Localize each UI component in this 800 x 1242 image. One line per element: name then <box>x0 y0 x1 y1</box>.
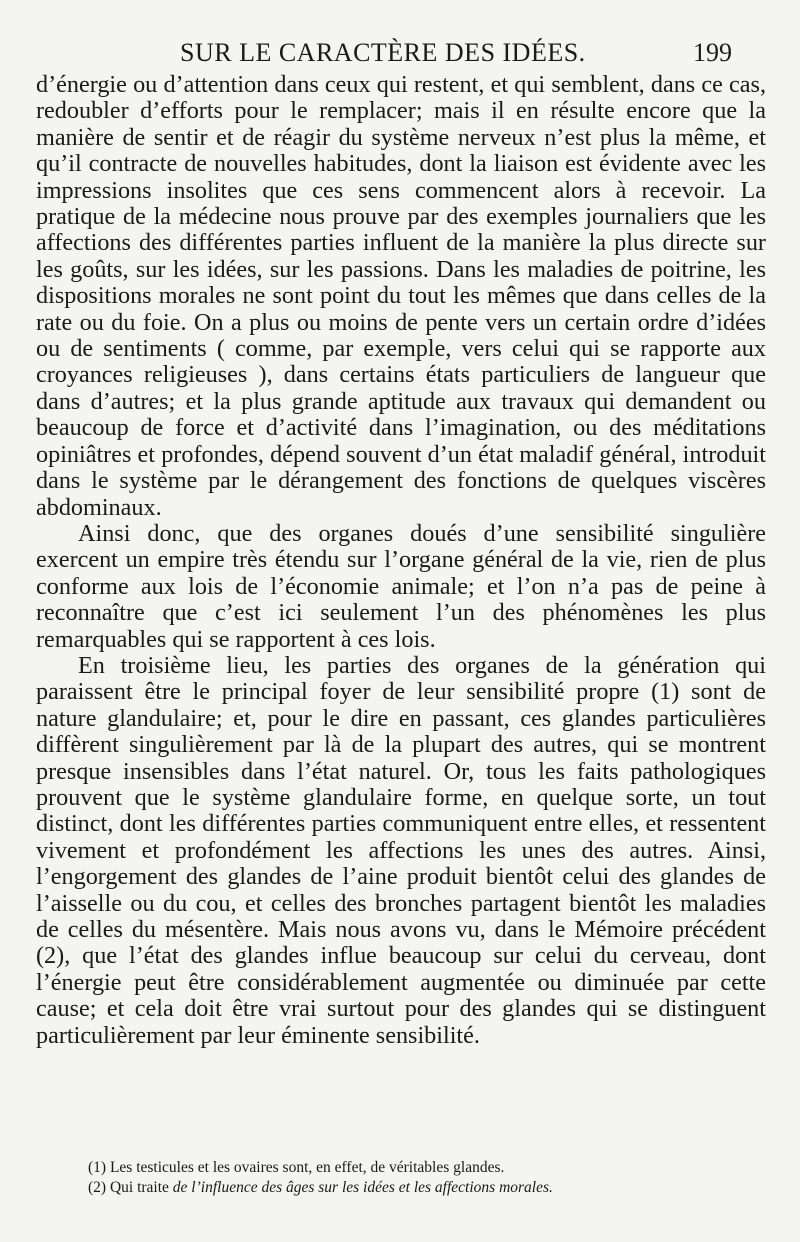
footnote-italic-title: de l’influence des âges sur les idées et les affections morales. <box>172 1179 553 1196</box>
running-title: SUR LE CARACTÈRE DES IDÉES. <box>180 38 586 67</box>
footnote-marker: (2) <box>88 1179 107 1196</box>
paragraph-2: Ainsi donc, que des organes doués d’une sensibilité singulière exercent un empire très étendu sur l’organe général de la vie, rien de plus conforme aux lois de l’économie animale; et l’on n’a pas de peine à reconnaître que c’est ici seulement l’un des phénomènes les plus remarquables qui se rapportent à ces lois. <box>36 519 766 653</box>
footnote-text: Les testicules et les ovaires sont, en effet, de véritables glandes. <box>109 1159 505 1176</box>
footnote-marker: (1) <box>88 1159 107 1176</box>
page-header <box>180 38 740 74</box>
paragraph-1: d’énergie ou d’attention dans ceux qui restent, et qui semblent, dans ce cas, redoubler d’efforts pour le remplacer; mais il en résulte encore que la manière de sentir et de réagir du système nerveux n’est plus la même, et qu’il contracte de nouvelles habitudes, dont la liaison est évidente avec les impressions insolites que ces sens commencent alors à recevoir. La pratique de la médecine nous prouve par des exemples journaliers que les affections des différentes parties influent de la manière la plus directe sur les goûts, sur les idées, sur les passions. Dans les maladies de poitrine, les dispositions morales ne sont point du tout les mêmes que dans celles de la rate ou du foie. On a plus ou moins de pente vers un certain ordre d’idées ou de sentiments ( comme, par exemple, vers celui qui se rapporte aux croyances religieuses ), dans certains états particuliers de langueur que dans d’autres; et la plus grande aptitude aux travaux qui demandent ou beaucoup de force et d’activité dans l’imagination, ou des méditations opiniâtres et profondes, dépend souvent d’un état maladif général, introduit dans le système par le dérangement des fonctions de quelques viscères abdominaux. <box>36 71 766 521</box>
body-text <box>36 72 766 1049</box>
page-number: 199 <box>693 38 732 67</box>
footnote-2 <box>88 1178 748 1198</box>
footnote-1 <box>88 1158 748 1178</box>
footnote-text: Qui traite <box>109 1179 169 1196</box>
footnotes <box>88 1158 748 1198</box>
paragraph-3: En troisième lieu, les parties des organes de la génération qui paraissent être le principal foyer de leur sensibilité propre (1) sont de nature glandulaire; et, pour le dire en passant, ces glandes particulières diffèrent singulièrement par là de la plupart des autres, qui se montrent presque insensibles dans l’état naturel. Or, tous les faits pathologiques prouvent que le système glandulaire forme, en quelque sorte, un tout distinct, dont les différentes parties communiquent entre elles, et ressentent vivement et profondément les affections les unes des autres. Ainsi, l’engorgement des glandes de l’aine produit bientôt celui des glandes de l’aisselle ou du cou, et celles des bronches partagent bientôt les maladies de celles du mésentère. Mais nous avons vu, dans le Mémoire précédent (2), que l’état des glandes influe beaucoup sur celui du cerveau, dont l’énergie peut être considérablement augmentée ou diminuée par cette cause; et cela doit être vrai surtout pour des glandes qui se distinguent particulièrement par leur éminente sensibilité. <box>36 651 766 1049</box>
